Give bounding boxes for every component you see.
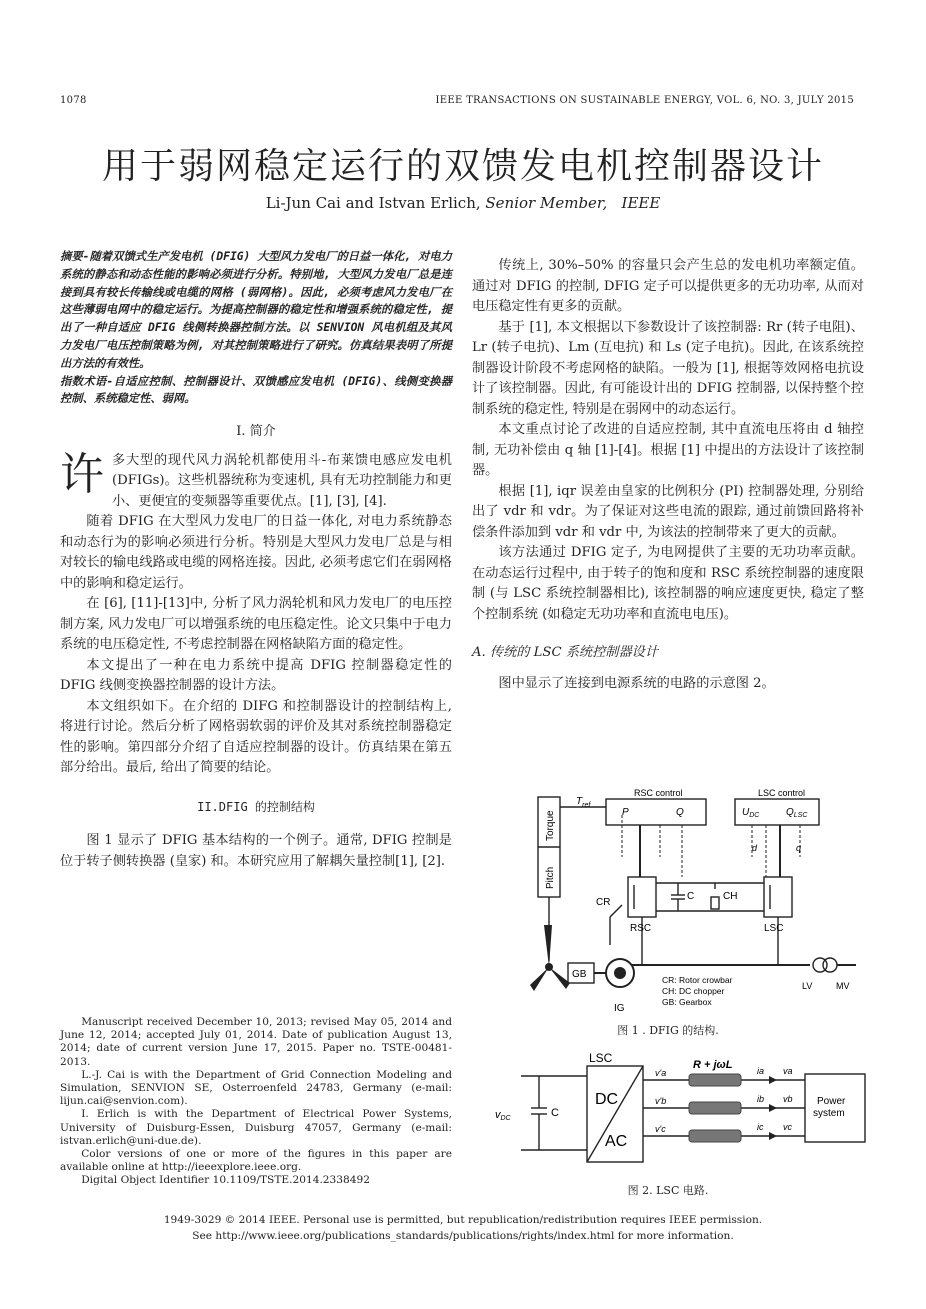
author-org: IEEE	[621, 194, 661, 212]
footnote-1: Manuscript received December 10, 2013; revised May 05, 2014 and June 12, 2014; accepted July 01, 2014. Date of publication August 13, 2014; date of current version June 17, 2015. Paper no. TSTE-00481-2013.	[60, 1016, 452, 1068]
label-ic: ic	[757, 1122, 764, 1132]
paper-title: 用于弱网稳定运行的双馈发电机控制器设计	[101, 146, 824, 187]
right-para-2: 基于 [1], 本文根据以下参数设计了该控制器: Rr (转子电阻)、Lr (转子电抗)、Lm (互电抗) 和 Ls (定子电抗)。因此, 在该系统控制器设计阶段不考虑网格的缺陷。一般为 [1], 根据等效网格电抗设计了该控制器。因此, 有可能设计出的 DFIG 控制器, 以保持整个控制系统的稳定性, 特别是在弱网中的动态运行。	[472, 319, 864, 417]
label-q-small: q	[796, 843, 802, 853]
section-2-para-1: 图 1 显示了 DFIG 基本结构的一个例子。通常, DFIG 控制是位于转子侧转换器 (皇家) 和。本研究应用了解耦矢量控制[1], [2].	[60, 833, 452, 869]
label-rsc: RSC	[630, 923, 652, 934]
section-1-para-3: 在 [6], [11]-[13]中, 分析了风力涡轮机和风力发电厂的电压控制方案, 风力发电厂可以增强系统的电压稳定性。论文只集中于电力系统的电压稳定性, 不考虑控制器在网格缺陷方面的稳定性。	[60, 596, 452, 653]
label-lsc: LSC	[764, 923, 784, 934]
subsection-a-heading: A. 传统的 LSC 系统控制器设计	[472, 645, 659, 660]
left-column	[60, 248, 452, 872]
authors	[0, 194, 926, 212]
footnote-4: Color versions of one or more of the figures in this paper are available online at http://ieeexplore.ieee.org.	[60, 1148, 452, 1174]
label-ig: IG	[614, 1003, 625, 1014]
author-role: Senior Member,	[485, 194, 608, 212]
label-vb: vb	[783, 1094, 793, 1104]
lsc-converter	[764, 877, 792, 917]
right-para-6: 图中显示了连接到电源系统的电路的示意图 2。	[498, 675, 775, 691]
footnotes	[60, 1016, 452, 1188]
right-column	[472, 256, 864, 694]
footnote-5: Digital Object Identifier 10.1109/TSTE.2014.2338492	[81, 1174, 370, 1187]
label-gb: GB	[572, 969, 587, 980]
figure-2-caption: 图 2. LSC 电路.	[627, 1184, 709, 1197]
author-names: Li-Jun Cai and Istvan Erlich,	[265, 194, 481, 212]
label-q: Q	[676, 807, 684, 818]
index-terms: 指数术语-自适应控制、控制器设计、双馈感应发电机 (DFIG)、线侧变换器控制、系统稳定性、弱网。	[60, 374, 452, 406]
label-torque: Torque	[545, 810, 556, 841]
label-vc: vc	[783, 1122, 792, 1132]
label-ac: AC	[605, 1133, 628, 1150]
section-2-heading: II.DFIG 的控制结构	[197, 799, 315, 814]
wind-turbine-blades	[530, 925, 570, 991]
label-ch: CH	[723, 891, 738, 902]
copyright-line-1: 1949-3029 © 2014 IEEE. Personal use is permitted, but republication/redistribution requires IEEE permission.	[163, 1214, 763, 1226]
footnote-3: I. Erlich is with the Department of Electrical Power Systems, University of Duisburg-Essen, Duisburg 47057, Germany (e-mail: istvan.erlich@uni-due.de).	[60, 1108, 452, 1147]
rsc-converter	[628, 877, 656, 917]
label-ib: ib	[757, 1094, 765, 1104]
label-udc: $U_{DC}$	[742, 807, 760, 819]
label-mv: MV	[836, 981, 850, 991]
legend-chopper: CH: DC chopper	[662, 986, 725, 996]
figure-1-dfig-structure	[530, 785, 860, 1017]
figure-2-lsc-circuit	[493, 1052, 873, 1164]
label-ia: ia	[757, 1066, 765, 1076]
label-va-prime: v'a	[655, 1068, 667, 1078]
label-lsc: LSC	[589, 1052, 613, 1065]
label-pitch: Pitch	[545, 866, 556, 889]
journal-header: IEEE TRANSACTIONS ON SUSTAINABLE ENERGY, VOL. 6, NO. 3, JULY 2015	[435, 95, 854, 106]
label-dc: DC	[595, 1091, 619, 1108]
label-power: Power	[817, 1096, 846, 1107]
label-rsc-control: RSC control	[634, 788, 683, 798]
label-impedance: R + jωL	[693, 1059, 733, 1071]
label-vb-prime: v'b	[655, 1096, 667, 1106]
right-para-4: 根据 [1], iqr 误差由皇家的比例积分 (PI) 控制器处理, 分别给出了 vdr 和 vdr。为了保证对这些电流的跟踪, 通过前馈回路将补偿条件添加到 vdr 和 vdr 中, 为该法的控制带来了更大的贡献。	[472, 483, 864, 540]
label-vc-prime: v'c	[655, 1124, 666, 1134]
label-system: system	[813, 1108, 845, 1119]
abstract	[60, 248, 452, 408]
rsc-control-box	[606, 799, 706, 825]
label-cap-c: C	[551, 1107, 559, 1119]
right-para-5: 该方法通过 DFIG 定子, 为电网提供了主要的无功功率贡献。在动态运行过程中, 由于转子的饱和度和 RSC 系统控制器的速度限制 (与 LSC 系统控制器相比), 该控制器的响应速度更快, 稳定了整个控制系统 (如稳定无功功率和直流电电压)。	[472, 545, 864, 622]
right-para-1: 传统上, 30%–50% 的容量只会产生总的发电机功率额定值。通过对 DFIG 的控制, DFIG 定子可以提供更多的无功功率, 从而对电压稳定性有更多的贡献。	[472, 258, 864, 314]
figure-1-caption: 图 1 . DFIG 的结构.	[617, 1024, 719, 1037]
section-1-para-4: 本文提出了一种在电力系统中提高 DFIG 控制器稳定性的 DFIG 线侧变换器控制器的设计方法。	[60, 657, 452, 694]
section-1-para-1: 许多大型的现代风力涡轮机都使用斗-布莱馈电感应发电机 (DFIGs)。这些机器统称为变速机, 具有无功控制能力和更小、更便宜的变频器等重要优点。[1], [3], [4].	[60, 448, 452, 509]
drop-cap: 许	[60, 448, 104, 500]
label-tref: $T_{ref}$	[576, 796, 591, 809]
impedances	[689, 1074, 741, 1142]
label-qlsc: $Q_{LSC}$	[786, 807, 808, 819]
label-c: C	[687, 891, 695, 902]
footnote-2: L.-J. Cai is with the Department of Grid Connection Modeling and Simulation, SENVION SE, Osterroenfeld 24783, Germany (e-mail: lijun.cai@senvion.com).	[60, 1068, 452, 1108]
page-number: 1078	[60, 95, 87, 106]
copyright-line-2: See http://www.ieee.org/publications_standards/publications/rights/index.html for more information.	[192, 1230, 734, 1242]
section-1-heading: I. 简介	[236, 424, 276, 440]
right-para-3: 本文重点讨论了改进的自适应控制, 其中直流电压将由 d 轴控制, 无功补偿由 q 轴 [1]-[4]。根据 [1] 中提出的方法设计了该控制器。	[472, 422, 864, 478]
abstract-text: 摘要-随着双馈式生产发电机 (DFIG) 大型风力发电厂的日益一体化, 对电力系统的静态和动态性能的影响必须进行分析。特别地, 大型风力发电厂总是连接到具有较长传输线或电缆的网格 (弱网格)。因此, 必须考虑风力发电厂在这些薄弱电网中的稳定运行。为提高控制器的稳定性和增强系统的稳定性, 提出了一种自适应 DFIG 线侧转换器控制方法。以 SENVION 风电机组及其风力发电厂电压控制策略为例, 对其控制策略进行了研究。仿真结果表明了所提出方法的有效性。	[60, 250, 452, 370]
section-1-para-2: 随着 DFIG 在大型风力发电厂的日益一体化, 对电力系统静态和动态行为的影响必须进行分析。特别是大型风力发电厂总是与相对较长的输电线路或电缆的网格连接。因此, 必须考虑它们在弱网格中的影响和稳定运行。	[60, 514, 452, 591]
label-p: P	[622, 807, 629, 818]
section-1-para-5: 本文组织如下。在介绍的 DIFG 和控制器设计的控制结构上, 将进行讨论。然后分析了网格弱软弱的评价及其对系统控制器稳定性的影响。第四部分介绍了自适应控制器的设计。仿真结果在第五部分给出。最后, 给出了简要的结论。	[60, 698, 452, 776]
label-vdc: vDC	[495, 1109, 511, 1122]
label-d: d	[752, 843, 758, 853]
label-cr: CR	[596, 897, 611, 908]
legend-gearbox: GB: Gearbox	[662, 997, 712, 1007]
label-va: va	[783, 1066, 793, 1076]
label-lsc-control: LSC control	[758, 788, 806, 798]
label-lv: LV	[802, 981, 813, 991]
legend-crowbar: CR: Rotor crowbar	[662, 975, 733, 985]
